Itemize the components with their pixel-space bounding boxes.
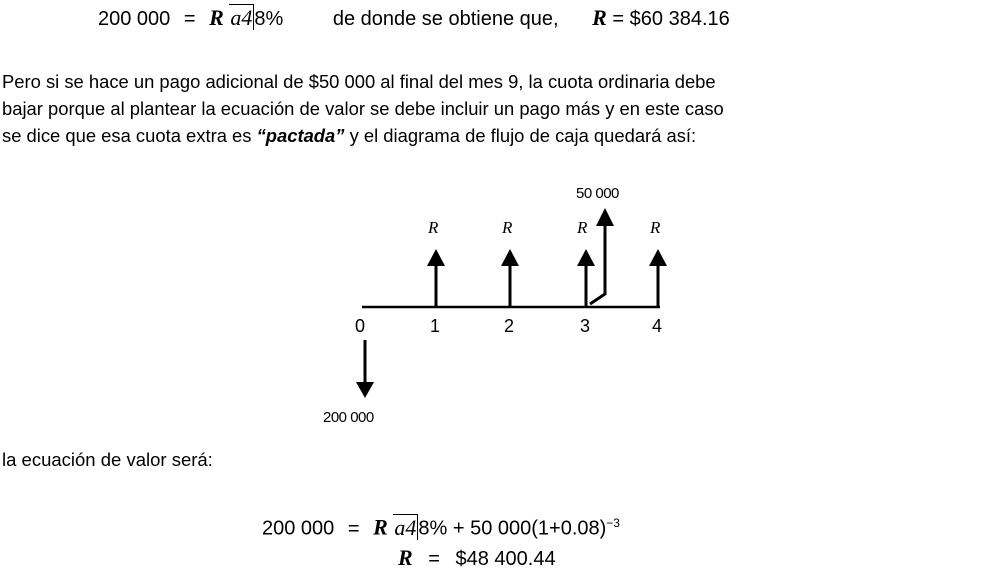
payment-label-1: R [428,218,439,237]
payment-arrow-2 [501,249,519,307]
equation-3 [398,546,556,571]
payment-arrow-3 [577,249,595,307]
eq2-lhs: 200 000 [262,517,335,540]
eq1-lhs: 200 000 [98,8,171,30]
eq2-equals: = [347,517,360,540]
payment-label-4: R [650,218,661,237]
eq1-equals: = [183,8,196,30]
paragraph-line-3-post: y el diagrama de flujo de caja quedará así: [344,125,697,146]
eq1-R: R [209,5,224,30]
payment-arrow-1 [427,249,445,307]
payment-arrow-4 [649,249,667,307]
paragraph-line-3-pre: se dice que esa cuota extra es [2,125,257,146]
eq1-rate: 8% [254,8,284,30]
pactada-emphasis: “pactada” [256,125,345,146]
paragraph-line-2: bajar porque al plantear la ecuación de valor se debe incluir un pago más y en este caso [2,98,724,119]
period-label-4: 4 [652,316,663,336]
extra-payment-arrow [590,208,614,304]
eq2-rate: 8% [418,517,448,540]
initial-value-arrow-head [356,382,374,398]
initial-value-label: 200 000 [323,409,374,426]
period-label-3: 3 [580,316,591,336]
period-label-1: 1 [430,316,441,336]
eq3-R: R [398,545,413,570]
payment-label-3: R [577,218,588,237]
period-label-0: 0 [355,316,366,336]
eq1-R2: R [592,5,607,30]
eq2-exponent: −3 [606,516,620,530]
eq1-result: $60 384.16 [629,8,730,30]
eq1-annuity-symbol: a4 [230,5,253,30]
eq1-mid-text: de donde se obtiene que, [332,8,559,30]
extra-payment-label: 50 000 [576,185,619,202]
period-label-2: 2 [504,316,515,336]
paragraph-line-1: Pero si se hace un pago adicional de $50 000 al final del mes 9, la cuota ordinaria debe [2,71,716,92]
eq2-plus-term: + 50 000(1+0.08) [452,517,607,540]
equation-intro: la ecuación de valor será: [2,449,213,470]
eq2-R: R [373,514,388,540]
eq3-result: $48 400.44 [455,548,556,570]
equation-2 [262,511,620,541]
eq2-annuity-symbol: a4 [394,514,417,540]
payment-label-2: R [502,218,513,237]
eq1-equals-2: = [612,8,625,30]
eq3-equals: = [428,548,440,570]
